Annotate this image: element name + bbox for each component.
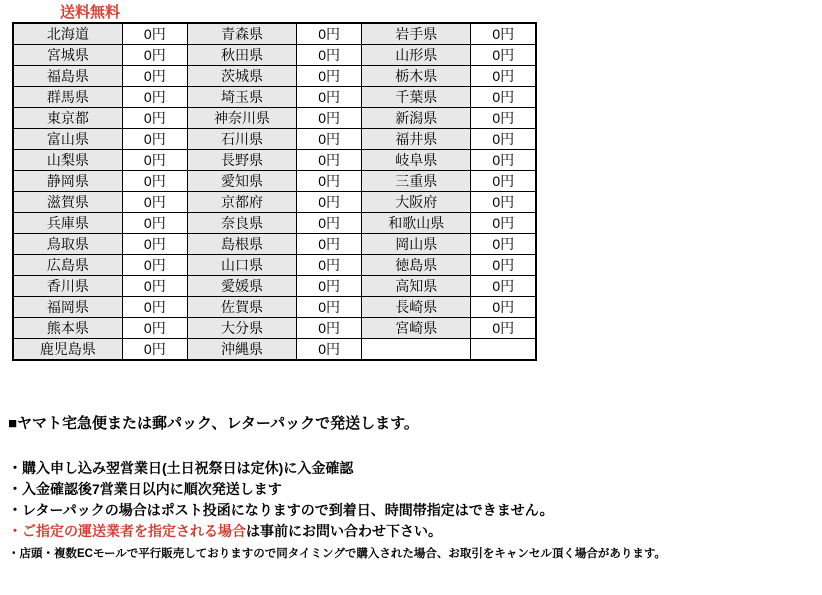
table-row [13, 213, 536, 234]
table-row [13, 234, 536, 255]
fee-cell: 0円 [122, 192, 187, 213]
fee-cell: 0円 [297, 276, 362, 297]
fee-cell: 0円 [122, 108, 187, 129]
shipping-fee-table [12, 22, 537, 361]
prefecture-cell: 熊本県 [13, 318, 122, 339]
bullet-item-1: ・購入申し込み翌営業日(土日祝祭日は定休)に入金確認 [8, 460, 354, 476]
shipping-table-body [13, 23, 536, 360]
fee-cell: 0円 [471, 66, 536, 87]
fee-cell: 0円 [471, 23, 536, 45]
fee-cell: 0円 [297, 129, 362, 150]
prefecture-cell: 山梨県 [13, 150, 122, 171]
prefecture-cell: 岩手県 [362, 23, 471, 45]
fee-cell: 0円 [122, 45, 187, 66]
prefecture-cell: 岡山県 [362, 234, 471, 255]
fee-cell: 0円 [122, 339, 187, 361]
prefecture-cell: 鹿児島県 [13, 339, 122, 361]
table-row [13, 276, 536, 297]
prefecture-cell: 青森県 [187, 23, 296, 45]
fee-cell: 0円 [297, 234, 362, 255]
table-row [13, 318, 536, 339]
table-row [13, 255, 536, 276]
table-row [13, 171, 536, 192]
fee-cell: 0円 [297, 150, 362, 171]
fee-cell: 0円 [471, 150, 536, 171]
prefecture-cell: 埼玉県 [187, 87, 296, 108]
fee-cell: 0円 [471, 276, 536, 297]
prefecture-cell: 佐賀県 [187, 297, 296, 318]
fee-cell: 0円 [122, 234, 187, 255]
fee-cell: 0円 [471, 192, 536, 213]
table-row [13, 66, 536, 87]
prefecture-cell: 京都府 [187, 192, 296, 213]
fee-cell: 0円 [297, 255, 362, 276]
fee-cell: 0円 [122, 297, 187, 318]
fee-cell: 0円 [122, 129, 187, 150]
fineprint-note: ・店頭・複数ECモールで平行販売しておりますので同タイミングで購入された場合、お取引をキャンセル頂く場合があります。 [8, 548, 666, 560]
shipping-method-note: ■ヤマト宅急便または郵パック、レターパックで発送します。 [8, 415, 419, 432]
fee-cell: 0円 [471, 87, 536, 108]
prefecture-cell: 宮城県 [13, 45, 122, 66]
fee-cell: 0円 [297, 339, 362, 361]
prefecture-cell: 奈良県 [187, 213, 296, 234]
prefecture-cell: 鳥取県 [13, 234, 122, 255]
table-row [13, 192, 536, 213]
fee-cell: 0円 [297, 108, 362, 129]
prefecture-cell: 和歌山県 [362, 213, 471, 234]
table-row [13, 23, 536, 45]
fee-cell: 0円 [471, 234, 536, 255]
prefecture-cell: 秋田県 [187, 45, 296, 66]
prefecture-cell: 千葉県 [362, 87, 471, 108]
prefecture-cell: 新潟県 [362, 108, 471, 129]
fee-cell: 0円 [122, 23, 187, 45]
prefecture-cell: 山形県 [362, 45, 471, 66]
table-cell-empty [362, 339, 471, 361]
prefecture-cell: 栃木県 [362, 66, 471, 87]
prefecture-cell: 群馬県 [13, 87, 122, 108]
table-row [13, 297, 536, 318]
fee-cell: 0円 [122, 255, 187, 276]
fee-cell: 0円 [122, 318, 187, 339]
prefecture-cell: 大阪府 [362, 192, 471, 213]
bullet-item-4-black-text: は事前にお問い合わせ下さい。 [246, 523, 442, 539]
bullet-list [8, 458, 814, 542]
fee-cell: 0円 [297, 213, 362, 234]
prefecture-cell: 島根県 [187, 234, 296, 255]
prefecture-cell: 神奈川県 [187, 108, 296, 129]
fee-cell: 0円 [122, 66, 187, 87]
fee-cell: 0円 [122, 213, 187, 234]
prefecture-cell: 愛媛県 [187, 276, 296, 297]
fee-cell: 0円 [471, 297, 536, 318]
fee-cell: 0円 [297, 23, 362, 45]
prefecture-cell: 沖縄県 [187, 339, 296, 361]
fee-cell: 0円 [122, 150, 187, 171]
prefecture-cell: 福井県 [362, 129, 471, 150]
prefecture-cell: 岐阜県 [362, 150, 471, 171]
fee-cell: 0円 [297, 171, 362, 192]
table-row [13, 87, 536, 108]
fee-cell: 0円 [122, 171, 187, 192]
prefecture-cell: 静岡県 [13, 171, 122, 192]
fee-cell: 0円 [122, 276, 187, 297]
table-row [13, 108, 536, 129]
prefecture-cell: 宮崎県 [362, 318, 471, 339]
prefecture-cell: 徳島県 [362, 255, 471, 276]
fee-cell: 0円 [471, 171, 536, 192]
fee-cell: 0円 [122, 87, 187, 108]
prefecture-cell: 大分県 [187, 318, 296, 339]
fee-cell: 0円 [297, 87, 362, 108]
fee-cell: 0円 [471, 129, 536, 150]
prefecture-cell: 北海道 [13, 23, 122, 45]
bullet-item-3: ・レターパックの場合はポスト投函になりますので到着日、時間帯指定はできません。 [8, 502, 554, 518]
fee-cell: 0円 [471, 318, 536, 339]
table-cell-empty [471, 339, 536, 361]
table-row [13, 339, 536, 361]
table-row [13, 150, 536, 171]
prefecture-cell: 茨城県 [187, 66, 296, 87]
fee-cell: 0円 [471, 213, 536, 234]
prefecture-cell: 三重県 [362, 171, 471, 192]
prefecture-cell: 福岡県 [13, 297, 122, 318]
fee-cell: 0円 [297, 318, 362, 339]
prefecture-cell: 滋賀県 [13, 192, 122, 213]
fee-cell: 0円 [297, 45, 362, 66]
table-row [13, 45, 536, 66]
prefecture-cell: 東京都 [13, 108, 122, 129]
prefecture-cell: 香川県 [13, 276, 122, 297]
table-row [13, 129, 536, 150]
prefecture-cell: 山口県 [187, 255, 296, 276]
notes-section [8, 412, 814, 562]
fee-cell: 0円 [471, 255, 536, 276]
prefecture-cell: 長野県 [187, 150, 296, 171]
prefecture-cell: 高知県 [362, 276, 471, 297]
bullet-item-2: ・入金確認後7営業日以内に順次発送します [8, 481, 282, 497]
prefecture-cell: 福島県 [13, 66, 122, 87]
fee-cell: 0円 [297, 66, 362, 87]
prefecture-cell: 石川県 [187, 129, 296, 150]
prefecture-cell: 愛知県 [187, 171, 296, 192]
fee-cell: 0円 [471, 45, 536, 66]
fee-cell: 0円 [297, 297, 362, 318]
prefecture-cell: 広島県 [13, 255, 122, 276]
prefecture-cell: 兵庫県 [13, 213, 122, 234]
prefecture-cell: 富山県 [13, 129, 122, 150]
fee-cell: 0円 [297, 192, 362, 213]
free-shipping-heading: 送料無料 [60, 4, 121, 21]
bullet-item-4 [8, 521, 814, 542]
bullet-item-4-red-text: ・ご指定の運送業者を指定される場合 [8, 523, 246, 539]
prefecture-cell: 長崎県 [362, 297, 471, 318]
fee-cell: 0円 [471, 108, 536, 129]
